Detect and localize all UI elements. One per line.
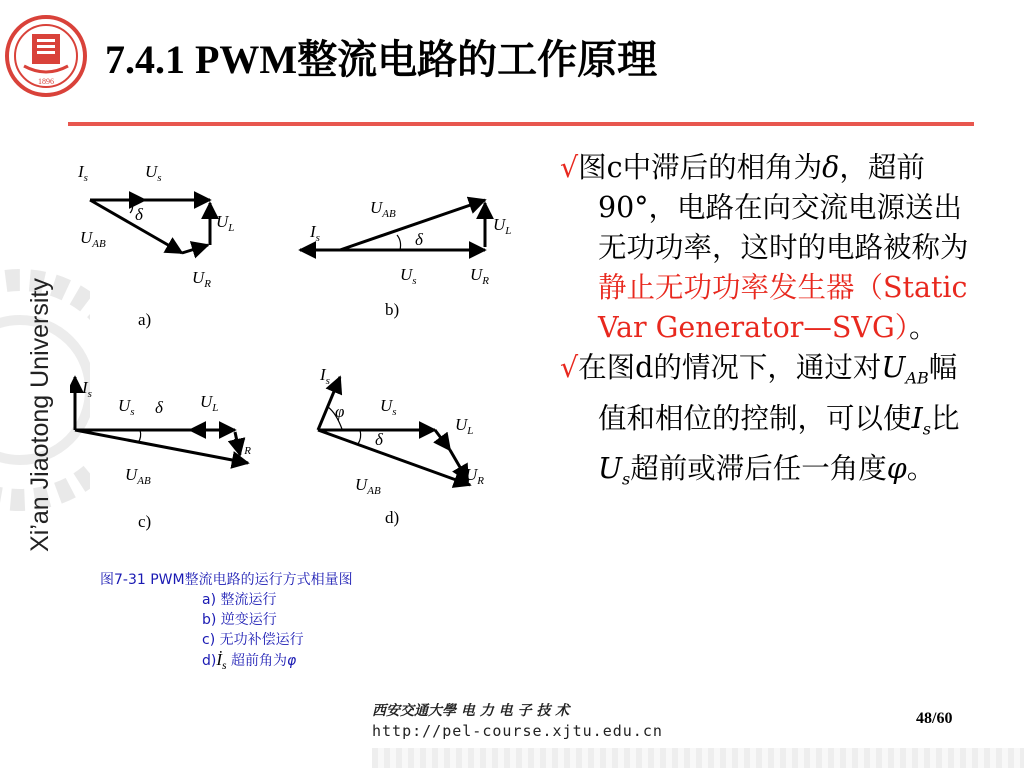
svg-text:Us: $U_s$ [400,265,417,287]
lbl-a-UAB: U [80,228,93,247]
lbl-d-UL: U [455,415,468,434]
svg-text:UR: $U_R$ [232,435,252,457]
svg-text:UR: $U_R$ [465,465,485,487]
svg-text:UR: $U_R$ [470,265,490,287]
phasor-diagram-figure [70,145,535,565]
lbl-b-delta: δ [415,230,423,249]
fig-label-b: b) [385,300,400,319]
lbl-a-delta: δ [135,205,143,224]
slide-body-text [560,148,970,500]
lbl-c-UAB: U [125,465,138,484]
svg-text:UL: $U_L$ [200,392,219,414]
lbl-c-delta: δ [155,398,163,417]
paragraph-1: √图c中滞后的相角为δ，超前90°，电路在向交流电源送出无功功率，这时的电路被称为静止无功功率发生器（Static Var Generator—SVG）。 [560,151,969,344]
fig-label-c: c) [138,512,152,531]
phasor-d-UL [435,430,450,450]
svg-text:UL: $U_L$ [493,215,512,237]
university-logo [4,14,88,98]
lbl-d-Is: I [320,365,326,384]
svg-text:UR: $U_R$ [192,268,212,290]
lbl-a-Us: U [145,162,158,181]
lbl-d-Us: U [380,396,393,415]
caption-d: $d)İ_s$ 超前角为φ [202,650,297,672]
phasor-d-UAB [318,430,470,485]
caption-a: a) 整流运行 [202,592,277,608]
lbl-b-UL: U [493,215,506,234]
svg-text:Is: $I_s$ [320,365,330,387]
footer-url: http://pel-course.xjtu.edu.cn [372,722,663,740]
check-mark: √ [560,151,579,184]
title-divider [68,122,974,126]
phasor-c-UAB [75,430,248,463]
svg-text:UAB: $U_{AB}$ [370,198,396,220]
lbl-a-UR: U [192,268,205,287]
footer-band [372,748,1024,768]
lbl-a-UL: U [216,212,229,231]
svg-text:UL: $U_L$ [455,415,474,437]
page-title: 7.4.1 PWM整流电路的工作原理 [105,37,658,82]
svg-text:Us: $U_s$ [145,162,162,184]
svg-text:Is: $I_s$ [78,162,88,184]
university-side-label: Xi’an Jiaotong University [26,278,54,552]
phasor-a-UR [182,245,208,253]
lbl-c-Is: I [82,378,88,397]
footer-course-logo: 西安交通大學 电 力 电 子 技 术 [372,703,570,719]
lbl-b-UAB: U [370,198,383,217]
lbl-d-UAB: U [355,475,368,494]
caption-c: c) 无功补偿运行 [202,632,304,648]
paragraph-2: √在图d的情况下，通过对$U_{AB}$幅值和相位的控制，可以使$I_s$比$U_s$超前或滞后任一角度φ。 [560,351,960,490]
lbl-c-UL: U [200,392,213,411]
svg-highlight: 静止无功功率发生器（Static Var Generator—SVG） [598,271,968,344]
lbl-c-Us: U [118,396,131,415]
lbl-b-Is: I [310,222,316,241]
caption-b: b) 逆变运行 [202,612,277,628]
lbl-b-Us: U [400,265,413,284]
svg-text:Us: $U_s$ [380,396,397,418]
phasor-b-UAB [340,200,485,250]
lbl-c-UR: U [232,435,245,454]
lbl-d-phi: φ [335,402,345,421]
lbl-d-delta: δ [375,430,383,449]
svg-text:UAB: $U_{AB}$ [80,228,106,250]
lbl-d-UR: U [465,465,478,484]
svg-text:Is: $I_s$ [82,378,92,400]
caption-title: 图7-31 PWM整流电路的运行方式相量图 [100,572,353,588]
lbl-a-Is: I [78,162,84,181]
check-mark: √ [560,351,579,384]
svg-text:UAB: $U_{AB}$ [355,475,381,497]
figure-caption [100,570,353,676]
svg-text:UL: $U_L$ [216,212,235,234]
fig-label-d: d) [385,508,400,527]
page-number: 48/60 [916,710,953,727]
svg-text:Us: $U_s$ [118,396,135,418]
lbl-b-UR: U [470,265,483,284]
svg-text:UAB: $U_{AB}$ [125,465,151,487]
logo-year: 1896 [38,77,54,86]
svg-text:Is: $I_s$ [310,222,320,244]
fig-label-a: a) [138,310,152,329]
